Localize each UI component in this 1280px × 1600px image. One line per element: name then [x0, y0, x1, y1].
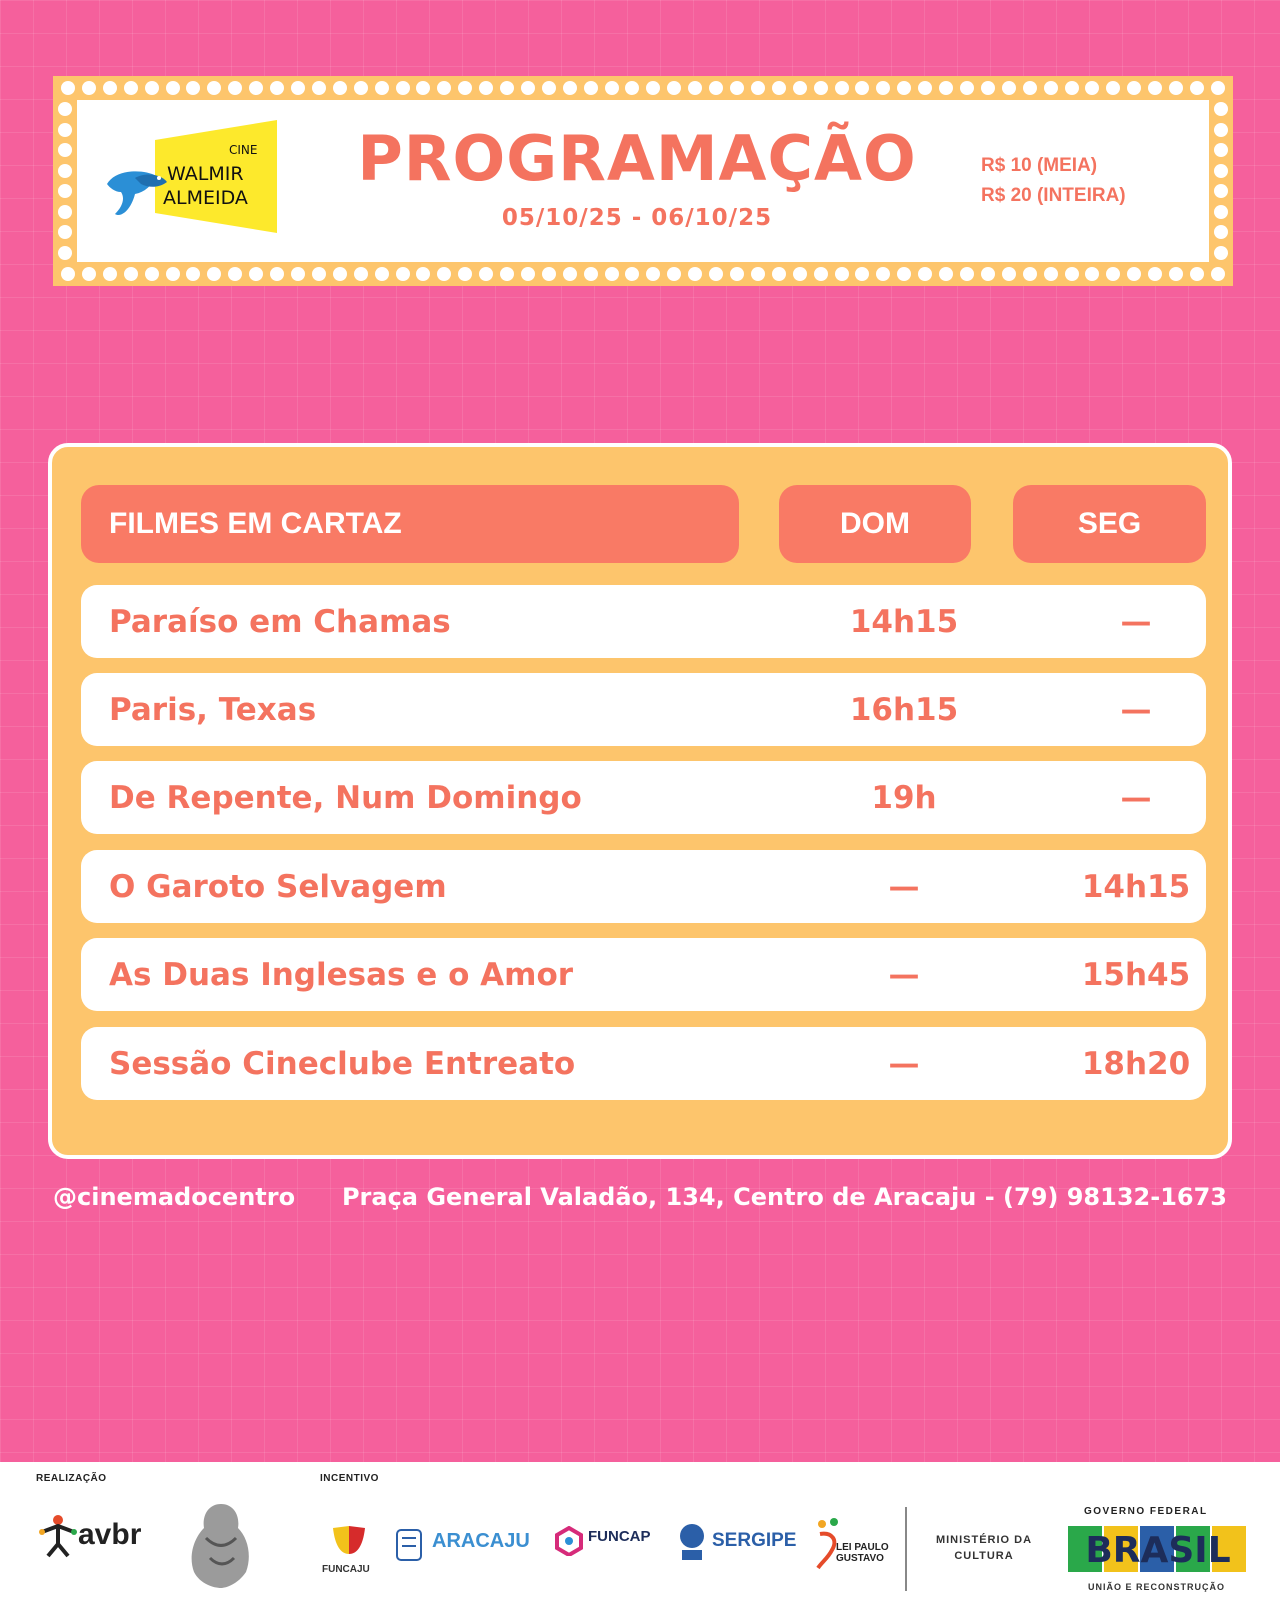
marquee-light [207, 81, 221, 95]
schedule-row [81, 850, 1206, 923]
schedule-row [81, 673, 1206, 746]
funcap-text: FUNCAP [588, 1528, 651, 1545]
marquee-light [1127, 267, 1141, 281]
marquee-light [103, 81, 117, 95]
film-title: De Repente, Num Domingo [109, 779, 582, 816]
marquee-light [960, 81, 974, 95]
marquee-light [500, 267, 514, 281]
marquee-light [1190, 81, 1204, 95]
marquee-light [458, 267, 472, 281]
realizacao-label: REALIZAÇÃO [36, 1473, 107, 1484]
marquee-light [58, 246, 72, 260]
price-full: R$ 20 (INTEIRA) [981, 185, 1126, 206]
marquee-light [396, 81, 410, 95]
marquee-light [981, 267, 995, 281]
funcaju-logo [320, 1524, 378, 1588]
marquee-light [437, 81, 451, 95]
marquee-light [730, 267, 744, 281]
marquee-light [563, 81, 577, 95]
marquee-light [166, 267, 180, 281]
schedule-row [81, 938, 1206, 1011]
aracaju-logo [394, 1522, 530, 1572]
marquee-light [1214, 246, 1228, 260]
marquee-light [1002, 81, 1016, 95]
marquee-light [939, 81, 953, 95]
logo-line-cine: CINE [229, 143, 258, 157]
marquee-light [605, 267, 619, 281]
seg-time: — [1120, 691, 1152, 728]
marquee-light [437, 267, 451, 281]
marquee-light [58, 102, 72, 116]
marquee-light [500, 81, 514, 95]
logo-line-walmir: WALMIR [167, 163, 244, 185]
marquee-light [876, 267, 890, 281]
marquee-light [458, 81, 472, 95]
marquee-light [354, 81, 368, 95]
marquee-light [960, 267, 974, 281]
lei-text: LEI PAULO GUSTAVO [836, 1542, 889, 1564]
marquee-light [333, 81, 347, 95]
marquee-light [61, 267, 75, 281]
schedule-row [81, 761, 1206, 834]
price-half: R$ 10 (MEIA) [981, 155, 1098, 176]
marquee-light [1065, 267, 1079, 281]
marquee-light [1106, 267, 1120, 281]
marquee-light [312, 267, 326, 281]
avbr-logo [38, 1512, 156, 1562]
header-panel [77, 100, 1209, 262]
governo-federal-logo [1066, 1506, 1250, 1596]
date-range: 05/10/25 - 06/10/25 [501, 205, 773, 231]
film-title: Sessão Cineclube Entreato [109, 1045, 576, 1082]
lei-paulo-gustavo-logo [812, 1516, 892, 1576]
uniao-text: UNIÃO E RECONSTRUÇÃO [1088, 1582, 1226, 1592]
marquee-light [396, 267, 410, 281]
marquee-light [186, 267, 200, 281]
marquee-light [1023, 81, 1037, 95]
marquee-light [1106, 81, 1120, 95]
marquee-light [521, 267, 535, 281]
marquee-light [145, 81, 159, 95]
marquee-light [375, 267, 389, 281]
logo-line-almeida: ALMEIDA [163, 187, 248, 209]
marquee-light [270, 81, 284, 95]
marquee-light [1214, 205, 1228, 219]
marquee-light [124, 81, 138, 95]
marquee-light [646, 267, 660, 281]
marquee-light [730, 81, 744, 95]
sponsor-strip [0, 1462, 1280, 1600]
header-marquee [53, 76, 1233, 286]
schedule-row [81, 585, 1206, 658]
marquee-light [58, 205, 72, 219]
marquee-lights-left [58, 102, 72, 260]
marquee-lights-bottom [61, 267, 1225, 281]
cine-walmir-almeida-logo [105, 118, 285, 236]
schedule-row [81, 1027, 1206, 1100]
marquee-light [835, 81, 849, 95]
marquee-light [82, 81, 96, 95]
sergipe-text: SERGIPE [712, 1530, 797, 1551]
marquee-light [939, 267, 953, 281]
ministerio-text: MINISTÉRIO DA CULTURA [935, 1534, 1033, 1562]
marquee-light [1148, 81, 1162, 95]
column-header-seg: SEG [1013, 485, 1206, 563]
marquee-light [1065, 81, 1079, 95]
marquee-light [542, 267, 556, 281]
marquee-light [709, 267, 723, 281]
marquee-light [1002, 267, 1016, 281]
marquee-light [103, 267, 117, 281]
schedule-card [48, 443, 1232, 1159]
festival-emblem [186, 1498, 256, 1590]
marquee-light [416, 81, 430, 95]
marquee-light [58, 225, 72, 239]
dom-time: — [888, 868, 920, 905]
marquee-light [1169, 81, 1183, 95]
marquee-light [249, 81, 263, 95]
dom-time: — [888, 956, 920, 993]
marquee-light [333, 267, 347, 281]
marquee-light [249, 267, 263, 281]
seg-time: 15h45 [1081, 956, 1191, 993]
marquee-light [981, 81, 995, 95]
column-header-films: FILMES EM CARTAZ [81, 485, 739, 563]
instagram-handle: @cinemadocentro [53, 1183, 296, 1211]
marquee-light [625, 267, 639, 281]
marquee-light [667, 267, 681, 281]
seg-time: — [1120, 779, 1152, 816]
marquee-light [772, 267, 786, 281]
marquee-light [61, 81, 75, 95]
marquee-light [793, 81, 807, 95]
marquee-light [58, 143, 72, 157]
marquee-light [584, 81, 598, 95]
film-title: As Duas Inglesas e o Amor [109, 956, 574, 993]
film-title: Paris, Texas [109, 691, 317, 728]
aracaju-text: ARACAJU [432, 1530, 530, 1552]
marquee-light [751, 267, 765, 281]
marquee-light [646, 81, 660, 95]
marquee-light [709, 81, 723, 95]
marquee-light [228, 81, 242, 95]
marquee-light [855, 267, 869, 281]
marquee-light [1214, 164, 1228, 178]
marquee-light [166, 81, 180, 95]
dom-time: 19h [871, 779, 937, 816]
film-title: Paraíso em Chamas [109, 603, 451, 640]
marquee-light [1023, 267, 1037, 281]
marquee-light [1214, 184, 1228, 198]
marquee-light [584, 267, 598, 281]
marquee-lights-top [61, 81, 1225, 95]
marquee-light [1085, 81, 1099, 95]
marquee-light [1044, 267, 1058, 281]
funcaju-text: FUNCAJU [322, 1564, 370, 1575]
marquee-light [814, 267, 828, 281]
marquee-light [1169, 267, 1183, 281]
marquee-light [772, 81, 786, 95]
dom-time: 16h15 [849, 691, 959, 728]
marquee-light [354, 267, 368, 281]
marquee-light [375, 81, 389, 95]
sponsor-divider [905, 1507, 907, 1591]
marquee-light [1044, 81, 1058, 95]
marquee-light [186, 81, 200, 95]
marquee-light [897, 267, 911, 281]
marquee-light [479, 81, 493, 95]
marquee-light [814, 81, 828, 95]
address-phone: Praça General Valadão, 134, Centro de Aracaju - (79) 98132-1673 [341, 1183, 1227, 1211]
ministerio-cultura-logo [922, 1532, 1046, 1568]
marquee-light [521, 81, 535, 95]
column-header-dom: DOM [779, 485, 971, 563]
funcap-logo [554, 1524, 666, 1564]
marquee-light [835, 267, 849, 281]
marquee-light [312, 81, 326, 95]
marquee-light [1127, 81, 1141, 95]
avbr-text: avbr [78, 1518, 142, 1551]
marquee-light [124, 267, 138, 281]
dom-time: 14h15 [849, 603, 959, 640]
marquee-light [207, 267, 221, 281]
marquee-light [688, 267, 702, 281]
marquee-light [1190, 267, 1204, 281]
marquee-light [479, 267, 493, 281]
marquee-light [918, 81, 932, 95]
seg-time: 18h20 [1081, 1045, 1191, 1082]
marquee-light [58, 123, 72, 137]
marquee-light [82, 267, 96, 281]
marquee-light [667, 81, 681, 95]
governo-text: GOVERNO FEDERAL [1084, 1506, 1208, 1517]
seg-time: 14h15 [1081, 868, 1191, 905]
marquee-light [1211, 81, 1225, 95]
marquee-light [1085, 267, 1099, 281]
marquee-light [270, 267, 284, 281]
marquee-light [751, 81, 765, 95]
brasil-wordmark: BRASIL [1085, 1530, 1231, 1571]
marquee-light [855, 81, 869, 95]
film-title: O Garoto Selvagem [109, 868, 447, 905]
marquee-light [228, 267, 242, 281]
marquee-light [58, 164, 72, 178]
marquee-light [1211, 267, 1225, 281]
marquee-light [563, 267, 577, 281]
page-title: PROGRAMAÇÃO [357, 122, 917, 195]
marquee-light [1214, 225, 1228, 239]
dom-time: — [888, 1045, 920, 1082]
marquee-light [876, 81, 890, 95]
marquee-light [1214, 102, 1228, 116]
marquee-light [918, 267, 932, 281]
marquee-light [688, 81, 702, 95]
marquee-light [625, 81, 639, 95]
sergipe-logo [678, 1520, 797, 1566]
seg-time: — [1120, 603, 1152, 640]
marquee-light [58, 184, 72, 198]
marquee-light [897, 81, 911, 95]
marquee-light [145, 267, 159, 281]
marquee-light [416, 267, 430, 281]
marquee-lights-right [1214, 102, 1228, 260]
marquee-light [1214, 123, 1228, 137]
incentivo-label: INCENTIVO [320, 1473, 379, 1484]
marquee-light [291, 81, 305, 95]
marquee-light [542, 81, 556, 95]
marquee-light [1214, 143, 1228, 157]
marquee-light [291, 267, 305, 281]
marquee-light [1148, 267, 1162, 281]
marquee-light [793, 267, 807, 281]
marquee-light [605, 81, 619, 95]
